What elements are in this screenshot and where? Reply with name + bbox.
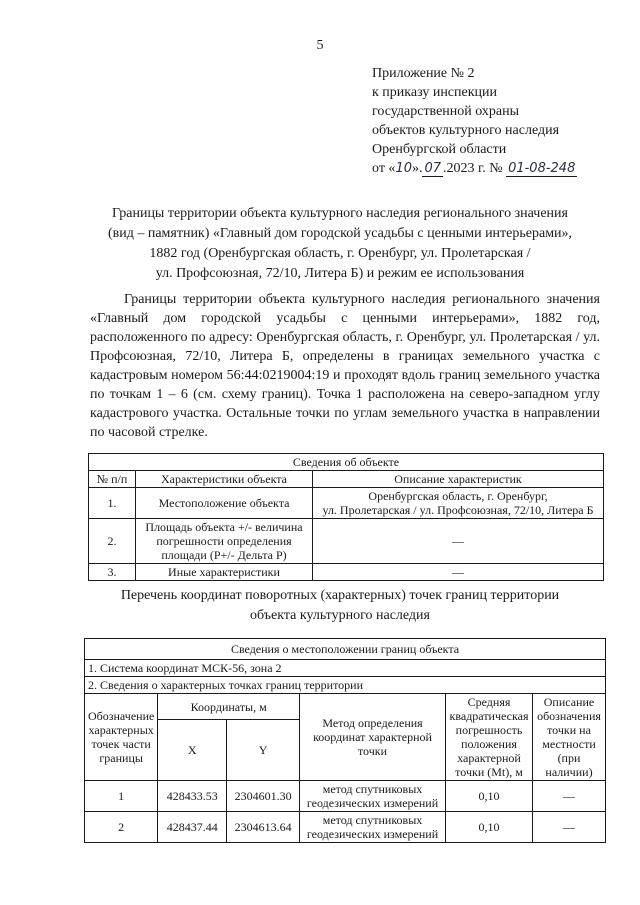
section-row (85, 660, 606, 677)
row-name: Иные характеристики (136, 564, 313, 581)
table-caption-row (89, 454, 604, 471)
point-description: — (532, 781, 605, 812)
row-desc (313, 488, 604, 519)
date-month: 07 (424, 161, 442, 176)
order-number: 01-08-248 (508, 161, 576, 176)
header-coordinates: Координаты, м (158, 694, 300, 720)
appendix-line: Приложение № 2 (372, 66, 475, 81)
coordinate-system-row: 1. Система координат МСК-56, зона 2 (85, 660, 606, 677)
coordinates-title-line: объекта культурного наследия (250, 608, 430, 623)
table-row (89, 564, 604, 581)
date-day: 10 (395, 161, 412, 176)
table-row (85, 781, 606, 812)
row-name: Местоположение объекта (136, 488, 313, 519)
coordinates-table (84, 638, 606, 843)
coordinates-title-line: Перечень координат поворотных (характерных) точек границ территории (120, 588, 560, 603)
row-name: Площадь объекта +/- величина погрешности определения площади (P+/- Дельта P) (136, 519, 313, 564)
header-x: X (158, 720, 227, 781)
row-num: 2. (89, 519, 136, 564)
appendix-line: объектов культурного наследия (372, 123, 560, 138)
header-designation: Обозначение характерных точек части границы (85, 694, 158, 781)
point-error: 0,10 (446, 812, 533, 843)
page-number: 5 (316, 38, 324, 53)
point-y: 2304613.64 (227, 812, 300, 843)
section-row (85, 677, 606, 694)
point-method: метод спутниковых геодезических измерений (300, 812, 446, 843)
point-description: — (532, 812, 605, 843)
coordinates-table-caption: Сведения о местоположении границ объекта (85, 639, 606, 660)
date-prefix: от « (372, 161, 396, 176)
point-method: метод спутниковых геодезических измерений (300, 781, 446, 812)
object-table-caption: Сведения об объекте (89, 454, 604, 471)
row-desc-line: Оренбургская область, г. Оренбург, (368, 489, 548, 503)
header-method: Метод определения координат характерной точки (300, 694, 446, 781)
point-number: 2 (85, 812, 158, 843)
header-description: Описание обозначения точки на местности (при наличии) (532, 694, 605, 781)
appendix-block (372, 64, 577, 178)
body-text: Границы территории объекта культурного наследия регионального значения «Главный дом городской усадьбы с ценными интерьерами», 1882 год, расположенного по адресу: Оренбургская область, г. Оренбург, ул. Пролетарская / ул. Профсоюзная, 72/10, Литера Б, определены в границах земельного участка с кадастровым номером 56:44:0219004:19 и проходят вдоль границ земельного участка по точкам 1 – 6 (см. схему границ). Точка 1 расположена на северо-западном углу кадастрового участка. Остальные точки по углам земельного участка в направлении по часовой стрелке. (90, 292, 600, 440)
row-num: 3. (89, 564, 136, 581)
header-y: Y (227, 720, 300, 781)
document-title (70, 204, 610, 284)
appendix-date-line (372, 159, 577, 178)
table-header-row (89, 471, 604, 488)
header-description: Описание характеристик (313, 471, 604, 488)
header-error: Средняя квадратическая погрешность положения характерной точки (Mt), м (446, 694, 533, 781)
table-row (89, 519, 604, 564)
point-y: 2304601.30 (227, 781, 300, 812)
row-desc: — (313, 564, 604, 581)
coordinates-title (70, 586, 610, 626)
points-section-row: 2. Сведения о характерных точках границ территории (85, 677, 606, 694)
table-header-row (85, 694, 606, 720)
table-row (89, 488, 604, 519)
table-caption-row (85, 639, 606, 660)
row-desc-line: ул. Пролетарская / ул. Профсоюзная, 72/10, Литера Б (322, 503, 594, 517)
date-separator: ». (411, 161, 423, 176)
title-line: (вид – памятник) «Главный дом городской усадьбы с ценными интерьерами», (107, 226, 573, 241)
point-error: 0,10 (446, 781, 533, 812)
table-row (85, 812, 606, 843)
title-line: Границы территории объекта культурного наследия регионального значения (112, 206, 568, 221)
header-characteristic: Характеристики объекта (136, 471, 313, 488)
object-table (88, 453, 604, 581)
appendix-line: к приказу инспекции (372, 85, 498, 100)
header-num: № п/п (89, 471, 136, 488)
title-line: ул. Профсоюзная, 72/10, Литера Б) и режим ее использования (155, 266, 525, 281)
row-num: 1. (89, 488, 136, 519)
row-desc: — (313, 519, 604, 564)
title-line: 1882 год (Оренбургская область, г. Оренбург, ул. Пролетарская / (149, 246, 531, 261)
date-year: .2023 г. № (443, 161, 503, 176)
point-number: 1 (85, 781, 158, 812)
appendix-line: государственной охраны (372, 104, 520, 119)
body-paragraph (90, 290, 600, 442)
point-x: 428433.53 (158, 781, 227, 812)
point-x: 428437.44 (158, 812, 227, 843)
appendix-line: Оренбургской области (372, 142, 507, 157)
